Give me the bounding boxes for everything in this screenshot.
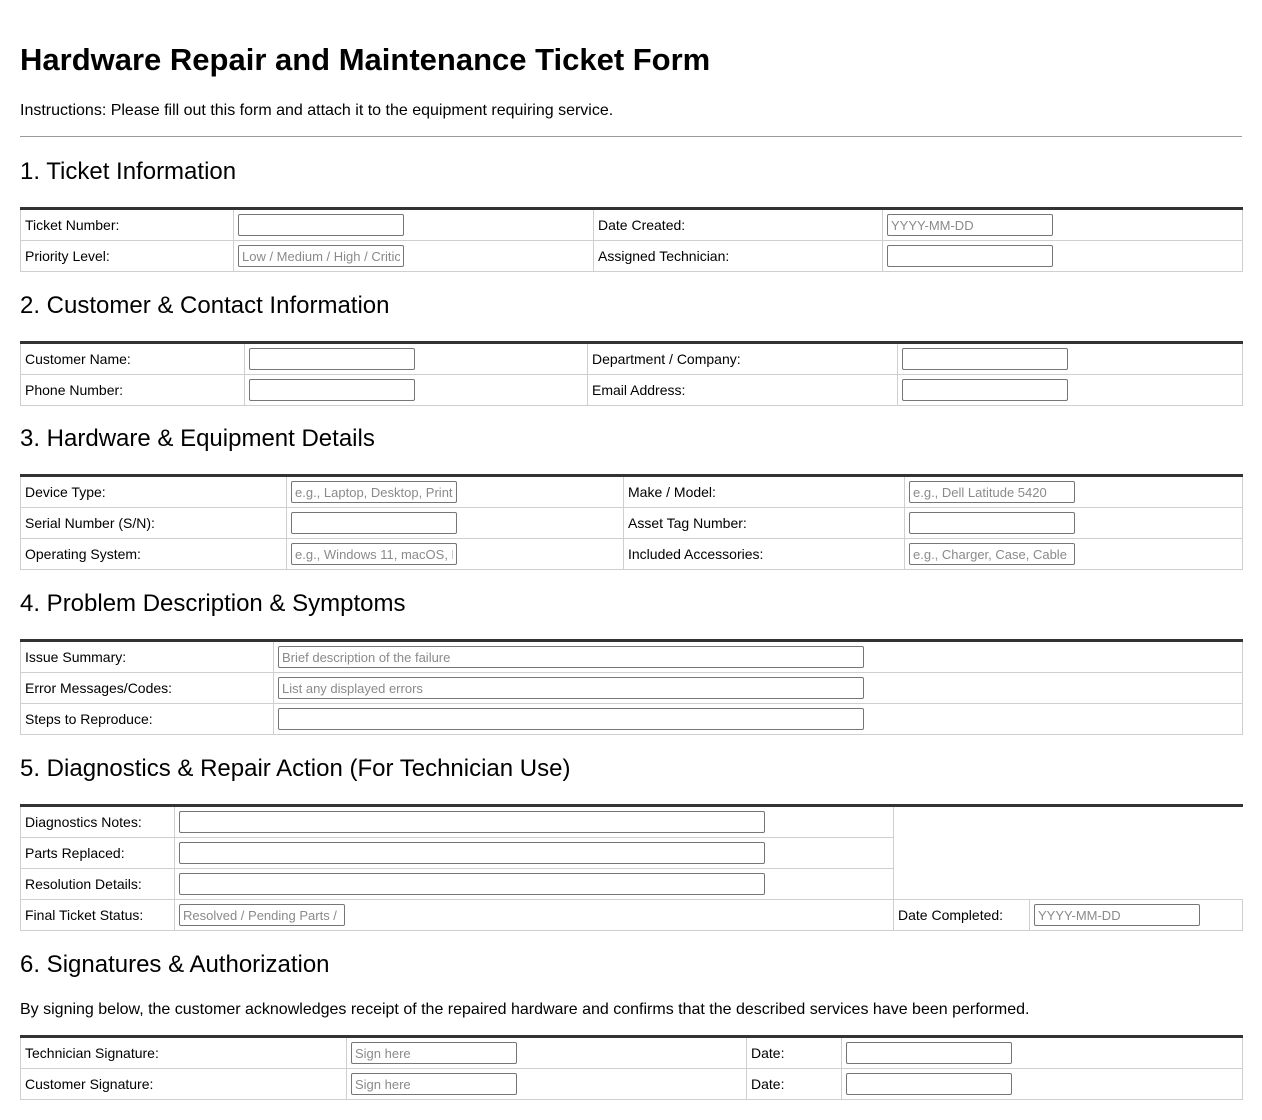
parts-replaced-cell — [175, 838, 894, 869]
table-row — [21, 1037, 1243, 1069]
date-created-input[interactable] — [887, 214, 1053, 236]
table-row — [21, 641, 1243, 673]
date-created-cell — [883, 209, 1243, 241]
ticket-number-input[interactable] — [238, 214, 404, 236]
diagnostics-notes-input[interactable] — [179, 811, 765, 833]
customer-signature-cell — [347, 1069, 747, 1100]
error-messages-label: Error Messages/Codes: — [21, 673, 274, 704]
date-completed-cell — [1030, 900, 1243, 931]
device-type-cell — [287, 476, 624, 508]
department-input[interactable] — [902, 348, 1068, 370]
priority-label: Priority Level: — [21, 241, 234, 272]
technician-date-label: Date: — [747, 1037, 842, 1069]
ticket-number-label: Ticket Number: — [21, 209, 234, 241]
accessories-cell — [905, 539, 1243, 570]
section-heading-customer: 2. Customer & Contact Information — [20, 292, 390, 319]
diagnostics-notes-cell — [175, 806, 894, 838]
table-row — [21, 704, 1243, 735]
phone-cell — [245, 375, 588, 406]
asset-tag-cell — [905, 508, 1243, 539]
asset-tag-input[interactable] — [909, 512, 1075, 534]
technician-cell — [883, 241, 1243, 272]
divider — [20, 136, 1242, 137]
final-status-label: Final Ticket Status: — [21, 900, 175, 931]
form-title: Hardware Repair and Maintenance Ticket Form — [20, 42, 711, 77]
ticket-info-table — [20, 207, 1243, 272]
error-messages-cell — [274, 673, 1243, 704]
resolution-cell — [175, 869, 894, 900]
email-input[interactable] — [902, 379, 1068, 401]
issue-summary-input[interactable] — [278, 646, 864, 668]
serial-number-input[interactable] — [291, 512, 457, 534]
date-completed-input[interactable] — [1034, 904, 1200, 926]
email-cell — [898, 375, 1243, 406]
customer-date-label: Date: — [747, 1069, 842, 1100]
date-created-label: Date Created: — [594, 209, 883, 241]
os-input[interactable] — [291, 543, 457, 565]
customer-info-table — [20, 341, 1243, 406]
customer-date-cell — [842, 1069, 1243, 1100]
parts-replaced-label: Parts Replaced: — [21, 838, 175, 869]
customer-name-cell — [245, 343, 588, 375]
table-row — [21, 476, 1243, 508]
resolution-input[interactable] — [179, 873, 765, 895]
department-cell — [898, 343, 1243, 375]
customer-signature-label: Customer Signature: — [21, 1069, 347, 1100]
parts-replaced-input[interactable] — [179, 842, 765, 864]
make-model-cell — [905, 476, 1243, 508]
phone-input[interactable] — [249, 379, 415, 401]
phone-label: Phone Number: — [21, 375, 245, 406]
table-row — [21, 241, 1243, 272]
final-status-cell — [175, 900, 894, 931]
section-heading-hardware: 3. Hardware & Equipment Details — [20, 425, 375, 452]
email-label: Email Address: — [588, 375, 898, 406]
technician-signature-cell — [347, 1037, 747, 1069]
table-row — [21, 673, 1243, 704]
table-row — [21, 900, 1243, 931]
steps-cell — [274, 704, 1243, 735]
customer-date-input[interactable] — [846, 1073, 1012, 1095]
technician-label: Assigned Technician: — [594, 241, 883, 272]
acknowledgement-text: By signing below, the customer acknowledges receipt of the repaired hardware and confirms that the described services have been performed. — [20, 1001, 1030, 1018]
os-label: Operating System: — [21, 539, 287, 570]
serial-number-cell — [287, 508, 624, 539]
section-heading-problem: 4. Problem Description & Symptoms — [20, 590, 406, 617]
table-row — [21, 1069, 1243, 1100]
section-heading-ticket: 1. Ticket Information — [20, 158, 237, 185]
date-completed-label: Date Completed: — [894, 900, 1030, 931]
device-type-label: Device Type: — [21, 476, 287, 508]
diagnostics-table — [20, 804, 1243, 931]
priority-input[interactable] — [238, 245, 404, 267]
serial-number-label: Serial Number (S/N): — [21, 508, 287, 539]
customer-name-label: Customer Name: — [21, 343, 245, 375]
steps-input[interactable] — [278, 708, 864, 730]
problem-info-table — [20, 639, 1243, 735]
table-row — [21, 806, 1243, 838]
form-instructions: Instructions: Please fill out this form and attach it to the equipment requiring service. — [20, 102, 614, 119]
accessories-input[interactable] — [909, 543, 1075, 565]
customer-signature-input[interactable] — [351, 1073, 517, 1095]
section-heading-diagnostics: 5. Diagnostics & Repair Action (For Technician Use) — [20, 755, 571, 782]
table-row — [21, 508, 1243, 539]
issue-summary-cell — [274, 641, 1243, 673]
final-status-input[interactable] — [179, 904, 345, 926]
department-label: Department / Company: — [588, 343, 898, 375]
technician-signature-input[interactable] — [351, 1042, 517, 1064]
table-row — [21, 375, 1243, 406]
diagnostics-notes-label: Diagnostics Notes: — [21, 806, 175, 838]
technician-date-input[interactable] — [846, 1042, 1012, 1064]
device-type-input[interactable] — [291, 481, 457, 503]
hardware-info-table — [20, 474, 1243, 570]
customer-name-input[interactable] — [249, 348, 415, 370]
ticket-number-cell — [234, 209, 594, 241]
signatures-table — [20, 1035, 1243, 1100]
make-model-label: Make / Model: — [624, 476, 905, 508]
asset-tag-label: Asset Tag Number: — [624, 508, 905, 539]
table-row — [21, 343, 1243, 375]
accessories-label: Included Accessories: — [624, 539, 905, 570]
table-row — [21, 539, 1243, 570]
technician-input[interactable] — [887, 245, 1053, 267]
issue-summary-label: Issue Summary: — [21, 641, 274, 673]
resolution-label: Resolution Details: — [21, 869, 175, 900]
priority-cell — [234, 241, 594, 272]
section-heading-signatures: 6. Signatures & Authorization — [20, 951, 330, 978]
blank-cell — [894, 806, 1243, 900]
technician-signature-label: Technician Signature: — [21, 1037, 347, 1069]
technician-date-cell — [842, 1037, 1243, 1069]
error-messages-input[interactable] — [278, 677, 864, 699]
make-model-input[interactable] — [909, 481, 1075, 503]
table-row — [21, 209, 1243, 241]
os-cell — [287, 539, 624, 570]
steps-label: Steps to Reproduce: — [21, 704, 274, 735]
